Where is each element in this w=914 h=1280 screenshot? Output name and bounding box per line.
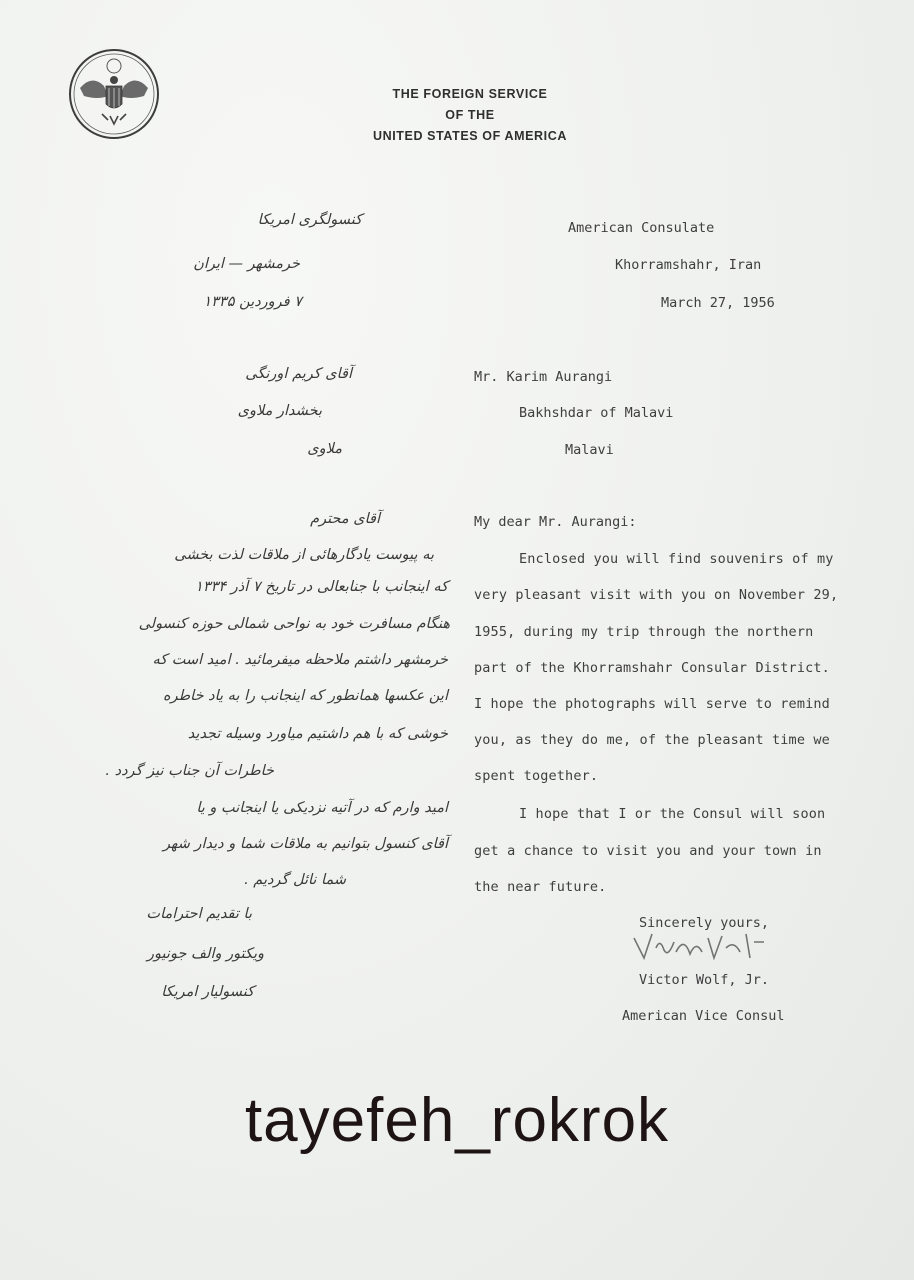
signer-name: Victor Wolf, Jr. bbox=[639, 972, 770, 988]
salutation: My dear Mr. Aurangi: bbox=[474, 514, 637, 530]
persian-letter-date: ۷ فروردین ۱۳۳۵ bbox=[203, 294, 302, 310]
persian-body-line-6: خوشی که با هم داشتیم میاورد وسیله تجدید bbox=[187, 726, 448, 742]
persian-closing: با تقدیم احترامات bbox=[146, 906, 252, 922]
body-line-2: very pleasant visit with you on November 29, bbox=[474, 587, 839, 603]
persian-signer: ویکتور والف جونیور bbox=[147, 946, 264, 962]
persian-sender-office: کنسولگری امریکا bbox=[257, 212, 362, 228]
persian-body-line-3: هنگام مسافرت خود به نواحی شمالی حوزه کنسولی bbox=[138, 616, 450, 632]
watermark-caption: tayefeh_rokrok bbox=[244, 1086, 670, 1155]
recipient-name: Mr. Karim Aurangi bbox=[474, 369, 613, 385]
body-line-4: part of the Khorramshahr Consular District. bbox=[474, 660, 830, 676]
persian-body-line-8: امید وارم که در آتیه نزدیکی یا اینجانب و یا bbox=[196, 800, 448, 816]
persian-recipient-title: بخشدار ملاوی bbox=[237, 403, 322, 419]
persian-body-line-7: خاطرات آن جناب نیز گردد . bbox=[105, 763, 274, 779]
letter-date: March 27, 1956 bbox=[661, 295, 775, 311]
letterhead-line-1: THE FOREIGN SERVICE bbox=[392, 87, 548, 101]
persian-body-line-5: این عکسها همانطور که اینجانب را به یاد خاطره bbox=[163, 688, 448, 704]
persian-body-line-4: خرمشهر داشتم ملاحظه میفرمائید . امید است که bbox=[152, 652, 448, 668]
letterhead-line-2: OF THE bbox=[445, 108, 495, 122]
persian-body-line-9: آقای کنسول بتوانیم به ملاقات شما و دیدار شهر bbox=[163, 836, 448, 852]
body-line-3: 1955, during my trip through the northern bbox=[474, 624, 814, 640]
persian-recipient-name: آقای کریم اورنگی bbox=[245, 366, 352, 382]
body-line-6: you, as they do me, of the pleasant time we bbox=[474, 732, 830, 748]
body-line-10: the near future. bbox=[474, 879, 607, 895]
sender-city: Khorramshahr, Iran bbox=[615, 257, 762, 273]
persian-body-line-2: که اینجانب با جنابعالی در تاریخ ۷ آذر ۱۳۳۴ bbox=[195, 579, 448, 595]
closing: Sincerely yours, bbox=[639, 915, 770, 931]
body-line-7: spent together. bbox=[474, 768, 599, 784]
persian-body-line-1: به پیوست یادگارهائی از ملاقات لذت بخشی bbox=[174, 547, 434, 563]
body-line-9: get a chance to visit you and your town in bbox=[474, 843, 822, 859]
signature-icon bbox=[630, 928, 770, 964]
persian-recipient-place: ملاوی bbox=[307, 441, 342, 457]
recipient-title: Bakhshdar of Malavi bbox=[519, 405, 674, 421]
body-line-1: Enclosed you will find souvenirs of my bbox=[519, 551, 834, 567]
letterhead-line-3: UNITED STATES OF AMERICA bbox=[372, 129, 568, 143]
letterhead bbox=[300, 84, 640, 147]
persian-sender-city: خرمشهر — ایران bbox=[193, 256, 300, 272]
persian-salutation: آقای محترم bbox=[310, 511, 380, 527]
persian-signer-title: کنسولیار امریکا bbox=[161, 984, 254, 1000]
sender-office: American Consulate bbox=[568, 220, 715, 236]
persian-body-line-10: شما نائل گردیم . bbox=[244, 872, 346, 888]
body-line-5: I hope the photographs will serve to remind bbox=[474, 696, 830, 712]
body-line-8: I hope that I or the Consul will soon bbox=[519, 806, 826, 822]
great-seal-eagle-icon bbox=[68, 48, 160, 140]
signer-title: American Vice Consul bbox=[622, 1008, 785, 1024]
recipient-place: Malavi bbox=[565, 442, 614, 458]
